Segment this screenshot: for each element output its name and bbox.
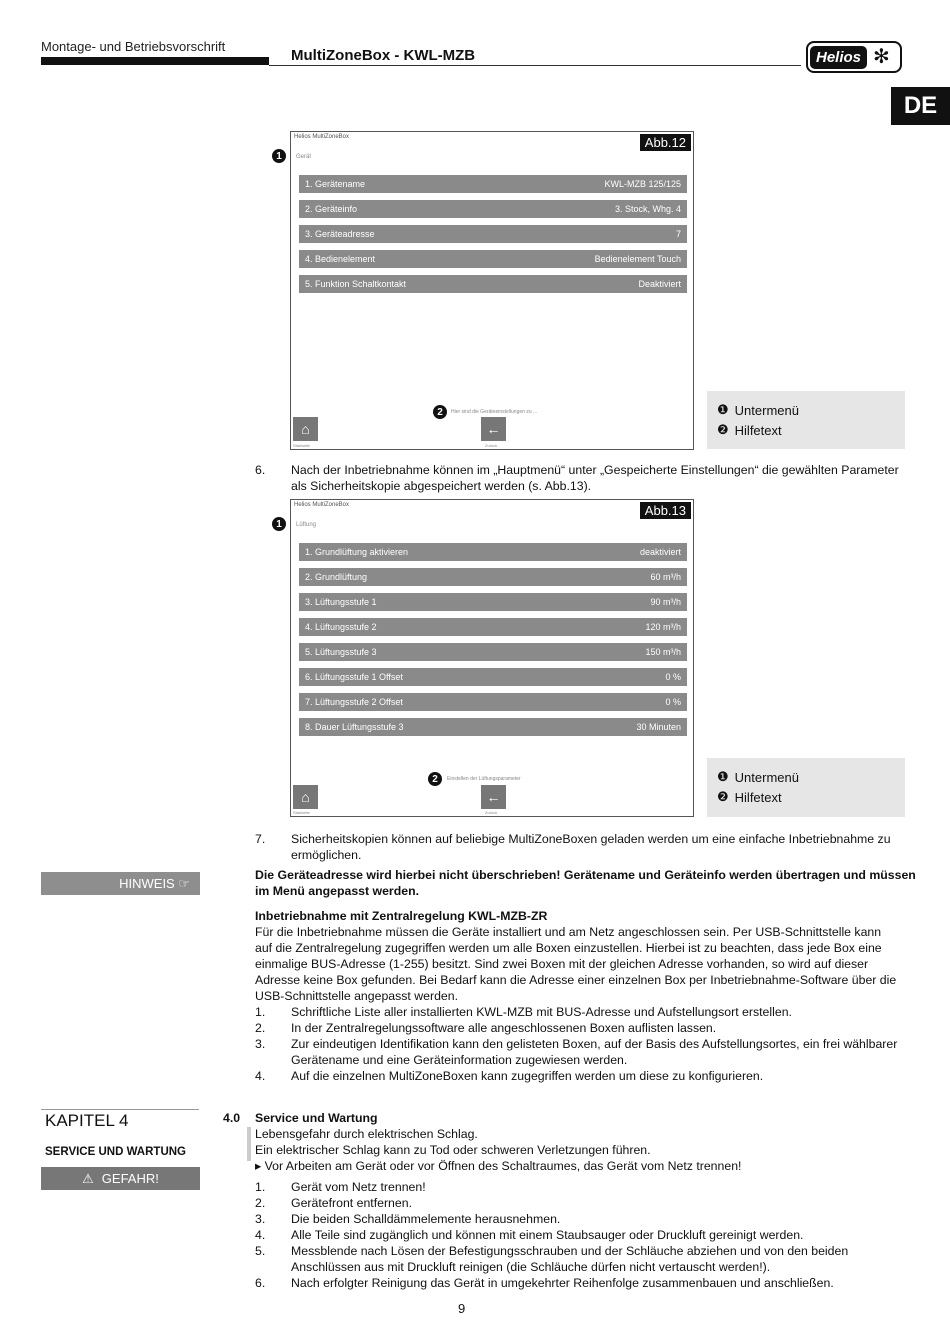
list-number: 5. [255,1244,266,1258]
row-value: 0 % [665,697,681,707]
list-text: Gerätefront entfernen. [291,1196,412,1210]
home-button[interactable] [293,417,318,441]
danger-badge [41,1167,200,1190]
menu-row[interactable] [299,200,687,218]
menu-row[interactable] [299,225,687,243]
legend-label: Hilfetext [734,422,782,438]
list-number: 3. [255,1212,266,1226]
legend-13 [707,758,905,817]
row-label: 2. Grundlüftung [305,572,368,582]
hinweis-text: Die Geräteadresse wird hierbei nicht überschrieben! Gerätename und Geräteinfo werden übertragen und müssen [255,868,916,882]
page-number: 9 [458,1301,466,1316]
row-value: 30 Minuten [636,722,681,732]
back-caption: Zurück [485,810,498,815]
app-title: Helios MultiZoneBox [294,134,350,140]
list-text: Messblende nach Lösen der Befestigungsschrauben und der Schläuche abziehen und von den beiden [291,1244,849,1258]
list-text: In der Zentralregelungssoftware alle angeschlossenen Boxen auflisten lassen. [291,1021,717,1035]
row-label: 6. Lüftungsstufe 1 Offset [305,672,403,682]
arrow-left-icon: ← [486,421,501,437]
list-number: 4. [255,1069,266,1083]
row-value: 3. Stock, Whg. 4 [614,204,681,214]
list-text: Anschlüssen aus mit Druckluft reinigen (die Schläuche dürfen nicht vertauscht werden!). [291,1260,771,1274]
row-label: 7. Lüftungsstufe 2 Offset [305,697,403,707]
home-icon: ⌂ [301,421,310,437]
callout-help-13: 2 [428,772,442,786]
danger-label: GEFAHR! [101,1171,159,1186]
list-number: 1. [255,1180,266,1194]
callout-submenu-13: 1 [272,517,286,531]
list-text: Zur eindeutigen Identifikation kann den gelisteten Boxen, auf der Basis des Aufstellungsortes, ein frei wählbarer [291,1037,898,1051]
chapter-rule [41,1109,199,1110]
list-number: 4. [255,1228,266,1242]
legend-label: Untermenü [734,769,799,785]
list-text: Alle Teile sind zugänglich und können mit einem Staubsauger oder Druckluft gereinigt werden. [291,1228,804,1242]
menu-row[interactable] [299,643,687,661]
section-number: 4.0 [223,1111,241,1125]
figure-13-screenshot [290,499,694,817]
language-tab: DE [891,87,950,125]
help-text: Hier sind die Geräteeinstellungen zu ... [451,409,538,415]
legend-item [717,420,895,440]
list-text: Auf die einzelnen MultiZoneBoxen kann zugegriffen werden um diese zu konfigurieren. [291,1069,764,1083]
list-number: 1. [255,1005,266,1019]
paragraph-line: Für die Inbetriebnahme müssen die Geräte installiert und am Netz angeschlossen sein. Per USB-Schnittstelle kann [255,925,882,939]
hinweis-text: im Menü angepasst werden. [255,884,419,898]
document-title: MultiZoneBox - KWL-MZB [291,47,476,64]
list-number: 6. [255,1276,266,1290]
warning-bar [247,1127,251,1161]
back-button[interactable] [481,417,506,441]
row-value: 150 m³/h [645,647,681,657]
menu-row[interactable] [299,543,687,561]
row-value: 90 m³/h [650,597,681,607]
row-value: Deaktiviert [638,279,681,289]
warning-text: Ein elektrischer Schlag kann zu Tod oder schweren Verletzungen führen. [255,1143,651,1157]
list-number: 7. [255,832,266,846]
list-text: als Sicherheitskopie abgespeichert werden (s. Abb.13). [291,479,592,493]
row-value: 0 % [665,672,681,682]
legend-number: ❷ [717,789,729,804]
row-label: 1. Gerätename [305,179,366,189]
row-value: Bedienelement Touch [594,254,681,264]
list-text: Nach erfolgter Reinigung das Gerät in umgekehrter Reihenfolge zusammenbauen und anschließen. [291,1276,834,1290]
header-rule [269,65,801,66]
row-label: 2. Geräteinfo [305,204,358,214]
list-text: Nach der Inbetriebnahme können im „Hauptmenü“ unter „Gespeicherte Einstellungen“ die gewählten Parameter [291,463,899,477]
row-label: 8. Dauer Lüftungsstufe 3 [305,722,404,732]
submenu-title: Gerät [296,154,312,160]
row-value: 120 m³/h [645,622,681,632]
menu-row[interactable] [299,593,687,611]
chapter-subtitle: SERVICE UND WARTUNG [45,1146,186,1158]
submenu-title: Lüftung [296,522,317,528]
row-label: 1. Grundlüftung aktivieren [305,547,409,557]
app-title: Helios MultiZoneBox [294,502,350,508]
legend-item [717,787,895,807]
home-caption: Startseite [293,443,310,448]
row-label: 5. Funktion Schaltkontakt [305,279,407,289]
document-type: Montage- und Betriebsvorschrift [41,39,226,54]
back-button[interactable] [481,785,506,809]
callout-help-12: 2 [433,405,447,419]
list-text: Gerät vom Netz trennen! [291,1180,426,1194]
fan-icon: ✻ [873,46,890,68]
legend-label: Untermenü [734,402,799,418]
legend-number: ❶ [717,769,729,784]
arrow-left-icon: ← [486,789,501,805]
home-caption: Startseite [293,810,310,815]
menu-row[interactable] [299,250,687,268]
menu-row[interactable] [299,718,687,736]
back-caption: Zurück [485,443,498,448]
list-text: ermöglichen. [291,848,362,862]
legend-item [717,767,895,787]
row-value: KWL-MZB 125/125 [604,179,681,189]
list-text: Gerätename und eine Geräteinformation zugewiesen werden. [291,1053,628,1067]
legend-item [717,400,895,420]
hinweis-badge: HINWEIS ☞ [41,872,200,895]
chapter-title: KAPITEL 4 [45,1111,129,1130]
figure-label: Abb.13 [640,502,691,519]
row-label: 5. Lüftungsstufe 3 [305,647,377,657]
home-button[interactable] [293,785,318,809]
row-label: 4. Lüftungsstufe 2 [305,622,377,632]
figure-12-screenshot [290,131,694,450]
row-label: 3. Lüftungsstufe 1 [305,597,377,607]
section-heading: Inbetriebnahme mit Zentralregelung KWL-MZB-ZR [255,909,548,923]
home-icon: ⌂ [301,789,310,805]
logo-wordmark: Helios [810,46,867,69]
list-number: 2. [255,1196,266,1210]
legend-label: Hilfetext [734,789,782,805]
list-number: 3. [255,1037,266,1051]
row-label: 4. Bedienelement [305,254,376,264]
menu-row[interactable] [299,693,687,711]
menu-row[interactable] [299,568,687,586]
legend-number: ❶ [717,402,729,417]
row-label: 3. Geräteadresse [305,229,375,239]
help-text: Einstellen der Lüftungsparameter [447,776,521,782]
section-heading: Service und Wartung [255,1111,378,1125]
legend-12 [707,391,905,449]
warning-action: ▸ Vor Arbeiten am Gerät oder vor Öffnen des Schaltraumes, das Gerät vom Netz trennen! [255,1159,742,1173]
list-text: Schriftliche Liste aller installierten KWL-MZB mit BUS-Adresse und Aufstellungsort erstellen. [291,1005,792,1019]
warning-title: Lebensgefahr durch elektrischen Schlag. [255,1127,478,1141]
header-bar [41,57,269,65]
row-value: 7 [675,229,681,239]
menu-row[interactable] [299,668,687,686]
legend-number: ❷ [717,422,729,437]
paragraph-line: auf die Zentralregelung zugegriffen werden um alle Boxen einzustellen. Hierbei ist zu beachten, dass jede Box eine [255,941,882,955]
list-number: 2. [255,1021,266,1035]
menu-row[interactable] [299,175,687,193]
list-text: Die beiden Schalldämmelemente herausnehmen. [291,1212,561,1226]
paragraph-line: einmalige BUS-Adresse (1-255) besitzt. Sind zwei Boxen mit der gleichen Adresse vorhanden, so wird auf dieser [255,957,869,971]
helios-logo [806,41,902,73]
figure-label: Abb.12 [640,134,691,151]
menu-row[interactable] [299,275,687,293]
paragraph-line: Adresse keine Box gefunden. Bei Bedarf kann die Adresse einer einzelnen Box per Inbetriebnahme-Software über die [255,973,897,987]
paragraph-line: USB-Schnittstelle angepasst werden. [255,989,459,1003]
row-value: deaktiviert [639,547,681,557]
row-value: 60 m³/h [650,572,681,582]
warning-triangle-icon: ⚠ [82,1170,94,1186]
menu-row[interactable] [299,618,687,636]
list-number: 6. [255,463,266,477]
list-text: Sicherheitskopien können auf beliebige MultiZoneBoxen geladen werden um eine einfache Inbetriebnahme zu [291,832,891,846]
callout-submenu-12: 1 [272,149,286,163]
